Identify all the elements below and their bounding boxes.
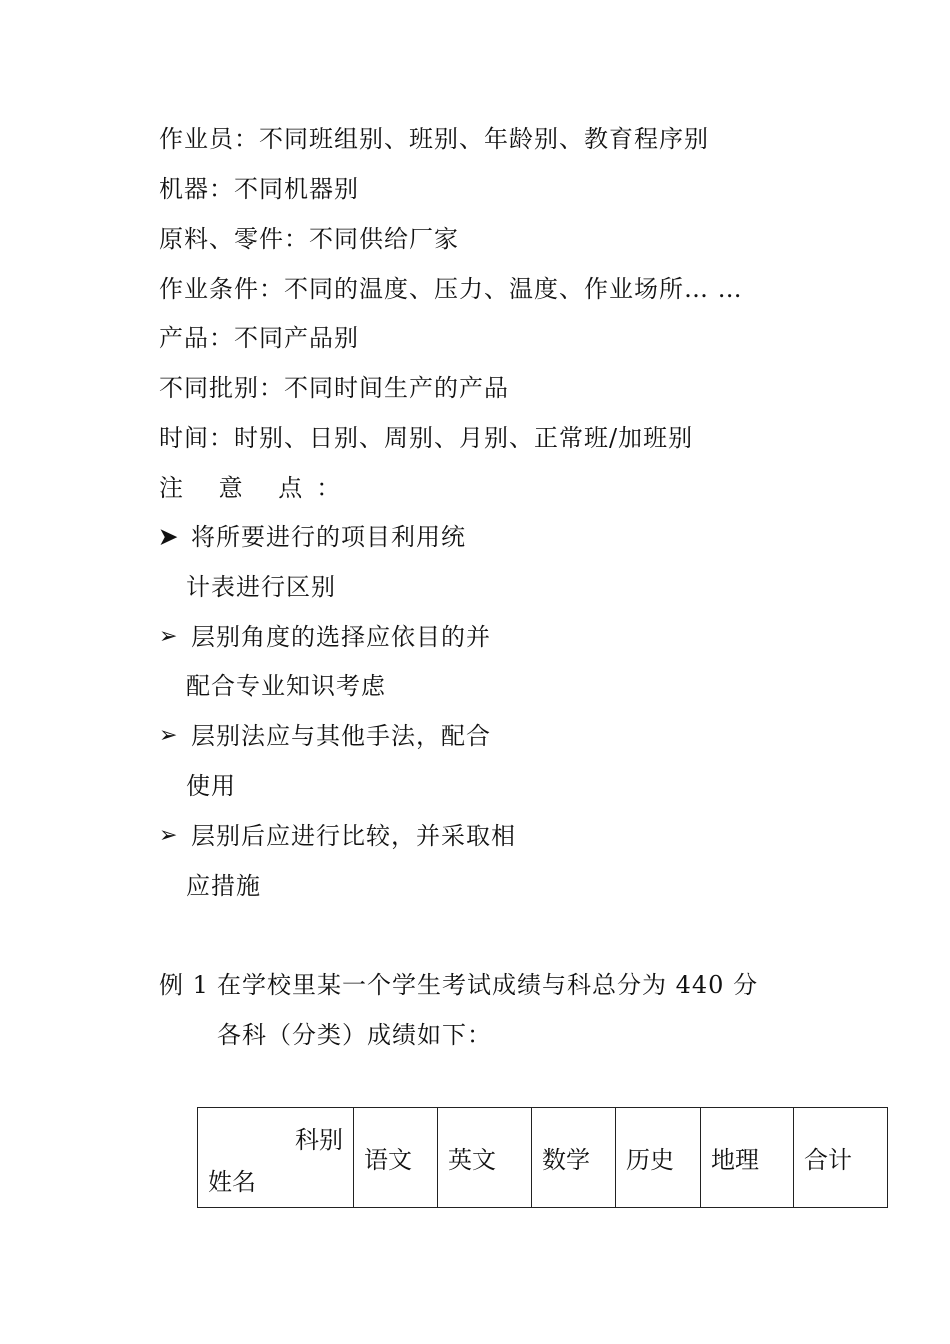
bullet-line: 层别角度的选择应依目的并 [191, 623, 491, 651]
arrow-bullet-icon: ➢ [159, 723, 178, 748]
header-cell: 合计 [794, 1108, 888, 1208]
header-cell: 英文 [438, 1108, 532, 1208]
bullet-continuation: 计表进行区别 [186, 573, 336, 601]
example-label: 例 1 [159, 971, 209, 999]
subject-label: 科别 [295, 1126, 343, 1154]
bullet-line: 层别法应与其他手法，配合 [191, 722, 491, 750]
line-product: 产品：不同产品别 [159, 324, 359, 352]
bullet-line: 将所要进行的项目利用统 [191, 523, 466, 551]
arrow-bullet-icon: ➢ [159, 823, 178, 848]
header-cell: 语文 [354, 1108, 438, 1208]
bullet-line: 层别后应进行比较，并采取相 [191, 822, 516, 850]
header-cell: 数学 [532, 1108, 616, 1208]
arrow-bullet-icon: ➢ [159, 624, 178, 649]
header-cell: 历史 [616, 1108, 701, 1208]
bullet-continuation: 配合专业知识考虑 [186, 672, 386, 700]
bullet-continuation: 使用 [186, 772, 236, 800]
line-time: 时间：时别、日别、周别、月别、正常班/加班别 [159, 424, 694, 452]
line-operator: 作业员：不同班组别、班别、年龄别、教育程序别 [159, 125, 709, 153]
corner-header-cell [198, 1108, 354, 1208]
score-table [197, 1107, 888, 1208]
bullet-continuation: 应措施 [186, 872, 261, 900]
name-label: 姓名 [208, 1168, 256, 1196]
line-conditions: 作业条件：不同的温度、压力、温度、作业场所… … [159, 275, 743, 303]
example-text: 在学校里某一个学生考试成绩与科总分为 440 分 [217, 971, 759, 999]
example-subtext: 各科（分类）成绩如下： [217, 1021, 492, 1049]
arrow-bullet-icon: ➤ [159, 524, 178, 550]
table-header-row [198, 1108, 888, 1208]
line-machine: 机器：不同机器别 [159, 175, 359, 203]
line-batch: 不同批别：不同时间生产的产品 [159, 374, 509, 402]
line-material: 原料、零件：不同供给厂家 [159, 225, 459, 253]
header-cell: 地理 [701, 1108, 794, 1208]
notes-heading: 注 意 点： [159, 474, 355, 502]
